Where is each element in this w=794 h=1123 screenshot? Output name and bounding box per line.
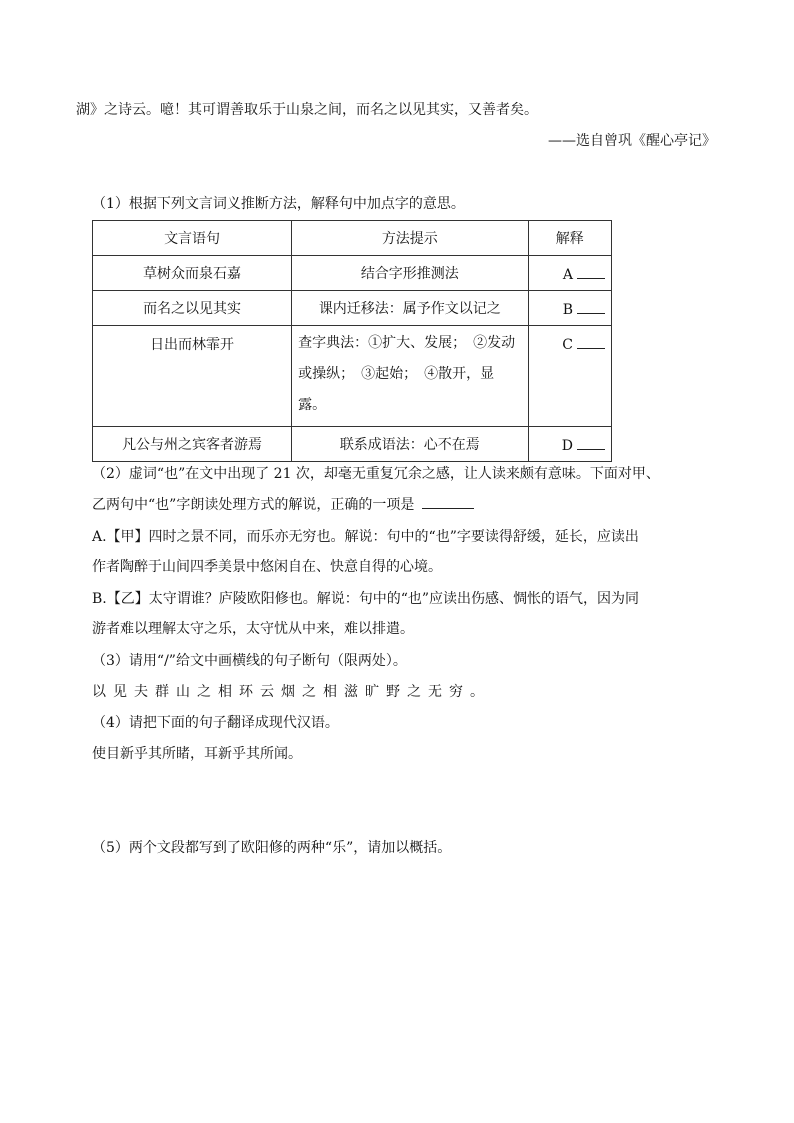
q2-option-a-line1: A.【甲】四时之景不同，而乐亦无穷也。解说：句中的“也”字要读得舒缓，延长，应读出 <box>92 529 639 545</box>
table-header-row <box>93 221 612 256</box>
q3-prompt: （3）请用“/”给文中画横线的句子断句（限两处）。 <box>92 653 407 669</box>
table-row <box>93 291 612 326</box>
row-sentence: 日出而林霏开 <box>93 326 292 427</box>
q2-option-a-line2: 作者陶醉于山间四季美景中悠闲自在、快意自得的心境。 <box>92 559 442 575</box>
passage-source: ——选自曾巩《醒心亭记》 <box>548 133 716 149</box>
table-row <box>93 427 612 462</box>
row-hint: 联系成语法：心不在焉 <box>292 427 528 462</box>
q5-prompt: （5）两个文段都写到了欧阳修的两种“乐”，请加以概括。 <box>92 840 452 856</box>
answer-blank[interactable] <box>577 334 605 349</box>
row-hint: 课内迁移法：属予作文以记之 <box>292 291 528 326</box>
answer-label: C <box>562 337 573 353</box>
q2-line2 <box>92 494 474 515</box>
row-sentence: 草树众而泉石嘉 <box>93 256 292 291</box>
answer-cell[interactable] <box>528 427 612 462</box>
header-sentence: 文言语句 <box>93 221 292 256</box>
table-row <box>93 326 612 427</box>
row-sentence: 凡公与州之宾客者游焉 <box>93 427 292 462</box>
row-sentence: 而名之以见其实 <box>93 291 292 326</box>
q2-line1: （2）虚词“也”在文中出现了 21 次，却毫无重复冗余之感，让人读来颇有意味。下面对甲、 <box>92 466 660 482</box>
q1-prompt: （1）根据下列文言词义推断方法，解释句中加点字的意思。 <box>92 196 465 212</box>
q2-option-b-line2: 游者难以理解太守之乐，太守忧从中来，难以排遣。 <box>92 621 414 637</box>
answer-cell[interactable] <box>528 291 612 326</box>
answer-label: D <box>561 437 573 454</box>
q2-option-b-line1: B.【乙】太守谓谁？庐陵欧阳修也。解说：句中的“也”应读出伤感、惆怅的语气，因为同 <box>92 591 640 607</box>
answer-label: A <box>562 266 573 283</box>
answer-label: B <box>562 301 573 318</box>
table-row <box>93 256 612 291</box>
answer-blank[interactable] <box>577 299 605 314</box>
row-hint: 查字典法：①扩大、发展； ②发动或操纵； ③起始； ④散开，显露。 <box>292 326 528 427</box>
answer-cell[interactable] <box>528 326 612 427</box>
row-hint: 结合字形推测法 <box>292 256 528 291</box>
methods-table <box>92 220 612 462</box>
header-method: 方法提示 <box>292 221 528 256</box>
header-explanation: 解释 <box>528 221 612 256</box>
q2-line2-text: 乙两句中“也”字朗读处理方式的解说，正确的一项是 <box>92 497 415 513</box>
q4-prompt: （4）请把下面的句子翻译成现代汉语。 <box>92 715 339 731</box>
passage-last-line: 湖》之诗云。噫！其可谓善取乐于山泉之间，而名之以见其实，又善者矣。 <box>76 102 538 118</box>
q2-answer-blank[interactable] <box>422 494 474 509</box>
answer-cell[interactable] <box>528 256 612 291</box>
answer-blank[interactable] <box>577 264 605 279</box>
answer-blank[interactable] <box>577 435 605 450</box>
q3-sentence: 以见夫群山之相环云烟之相滋旷野之无穷。 <box>92 684 491 700</box>
q4-sentence: 使目新乎其所睹，耳新乎其所闻。 <box>92 746 302 762</box>
